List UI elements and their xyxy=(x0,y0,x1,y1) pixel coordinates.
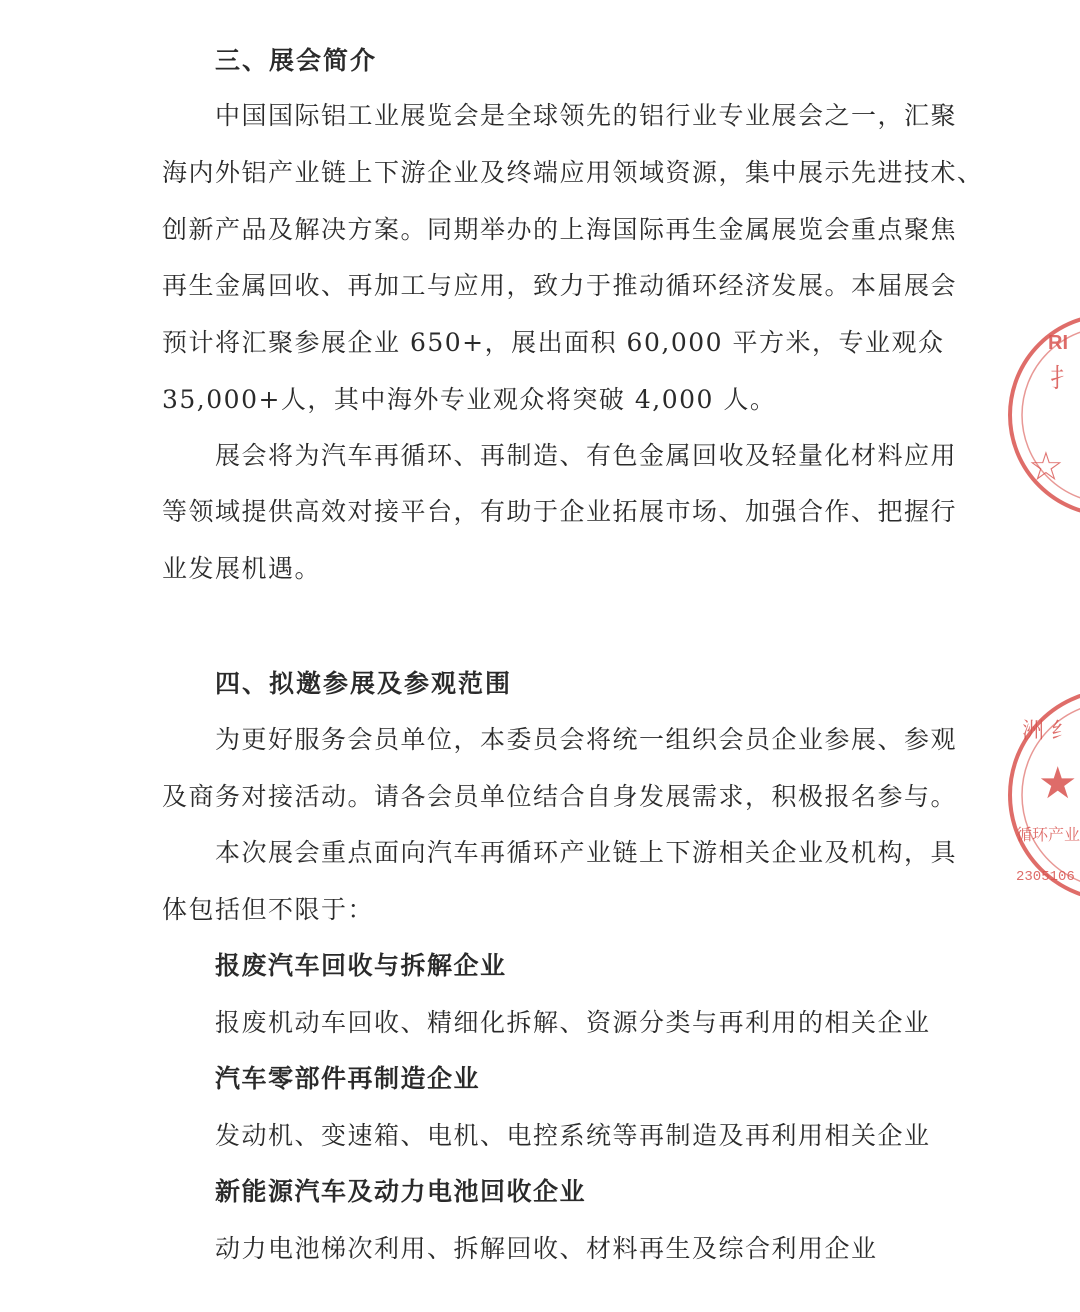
section-4-heading: 四、拟邀参展及参观范围 xyxy=(215,669,513,698)
svg-text:扌: 扌 xyxy=(1050,364,1077,394)
official-seal-lower xyxy=(1000,680,1080,910)
section-3-para2-line-1: 展会将为汽车再循环、再制造、有色金属回收及轻量化材料应用 xyxy=(215,441,958,470)
category-2-desc: 发动机、变速箱、电机、电控系统等再制造及再利用相关企业 xyxy=(215,1121,931,1150)
section-3-para1-line-3: 创新产品及解决方案。同期举办的上海国际再生金属展览会重点聚焦 xyxy=(162,215,958,244)
section-3-para2-line-3: 业发展机遇。 xyxy=(162,554,322,583)
section-3-heading: 三、展会简介 xyxy=(215,46,378,75)
section-4-para1-line-2: 及商务对接活动。请各会员单位结合自身发展需求，积极报名参与。 xyxy=(162,782,958,811)
section-3-para1-line-5: 预计将汇聚参展企业 650+，展出面积 60,000 平方米，专业观众 xyxy=(162,328,945,357)
section-3-para1-line-4: 再生金属回收、再加工与应用，致力于推动循环经济发展。本届展会 xyxy=(162,271,958,300)
svg-text:★: ★ xyxy=(1038,758,1078,809)
section-3-para1-line-2: 海内外铝产业链上下游企业及终端应用领域资源，集中展示先进技术、 xyxy=(162,158,984,187)
svg-text:洲 纟: 洲 纟 xyxy=(1022,719,1073,744)
section-3-para1-line-6: 35,000+人，其中海外专业观众将突破 4,000 人。 xyxy=(162,385,777,414)
section-4-para1-line-1: 为更好服务会员单位，本委员会将统一组织会员企业参展、参观 xyxy=(215,725,958,754)
category-3-desc: 动力电池梯次利用、拆解回收、材料再生及综合利用企业 xyxy=(215,1234,878,1263)
svg-text:循环产业: 循环产业 xyxy=(1016,825,1080,844)
svg-text:☆: ☆ xyxy=(1028,444,1064,490)
category-2-title: 汽车零部件再制造企业 xyxy=(215,1064,481,1093)
svg-text:2305106: 2305106 xyxy=(1016,869,1075,885)
section-4-para2-line-1: 本次展会重点面向汽车再循环产业链上下游相关企业及机构，具 xyxy=(215,838,958,867)
category-3-title: 新能源汽车及动力电池回收企业 xyxy=(215,1177,587,1206)
section-4-para2-line-2: 体包括但不限于： xyxy=(162,895,375,924)
section-3-para1-line-1: 中国国际铝工业展览会是全球领先的铝行业专业展会之一，汇聚 xyxy=(215,101,958,130)
svg-text:RI: RI xyxy=(1048,332,1068,354)
category-1-title: 报废汽车回收与拆解企业 xyxy=(215,951,507,980)
category-1-desc: 报废机动车回收、精细化拆解、资源分类与再利用的相关企业 xyxy=(215,1008,931,1037)
official-seal-upper xyxy=(1000,305,1080,525)
section-3-para2-line-2: 等领域提供高效对接平台，有助于企业拓展市场、加强合作、把握行 xyxy=(162,497,958,526)
